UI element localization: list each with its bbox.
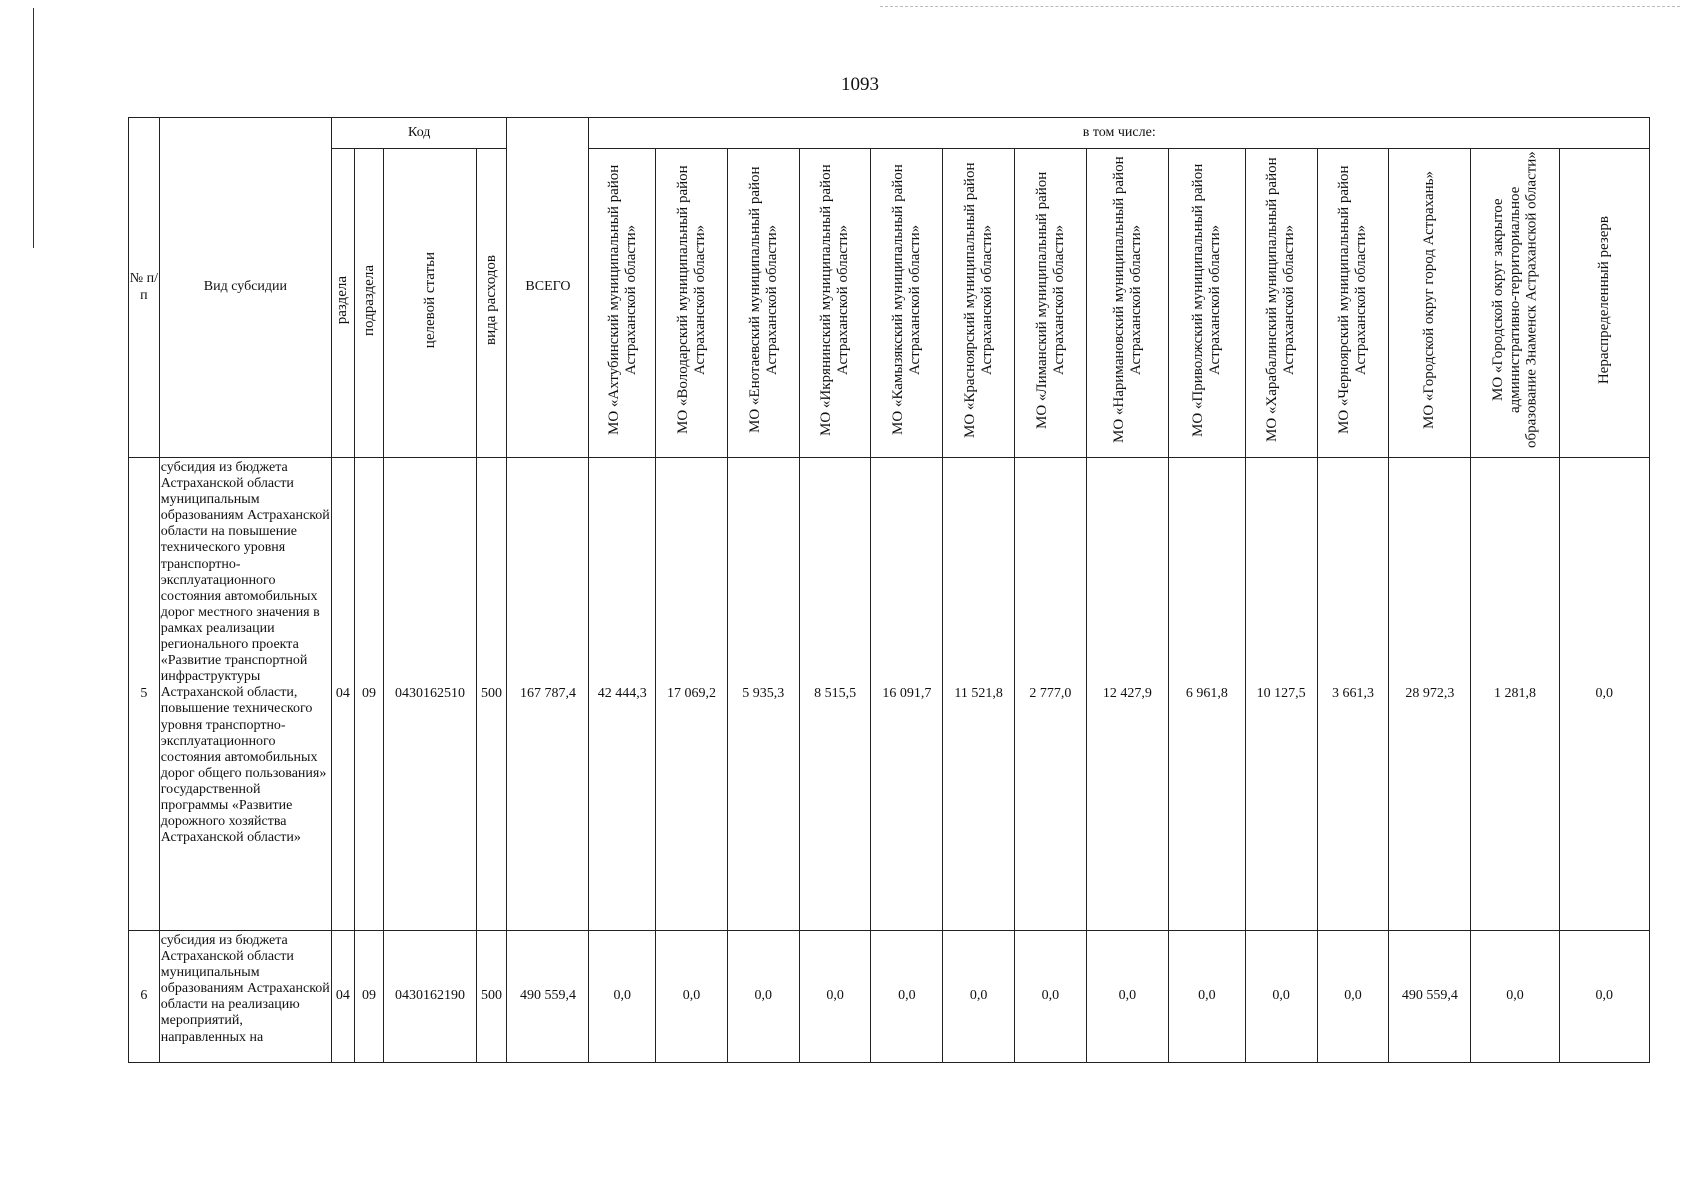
row-num: 5: [129, 458, 160, 931]
scan-artifact-line: [880, 6, 1680, 7]
row-value: 0,0: [1559, 458, 1649, 931]
row-value: 0,0: [727, 931, 799, 1063]
header-mo-ikryaninsky: МО «Икрянинский муниципальный район Астраханской области»: [799, 149, 871, 458]
header-total: ВСЕГО: [507, 118, 589, 458]
row-value: 3 661,3: [1317, 458, 1389, 931]
row-expense: 500: [476, 458, 507, 931]
row-subsection: 09: [354, 931, 384, 1063]
row-total: 490 559,4: [507, 931, 589, 1063]
row-value: 0,0: [1086, 931, 1168, 1063]
row-section: 04: [332, 458, 355, 931]
row-value: 0,0: [943, 931, 1015, 1063]
table-row: [129, 458, 1650, 931]
row-value: 5 935,3: [727, 458, 799, 931]
row-total: 167 787,4: [507, 458, 589, 931]
margin-line: [33, 8, 34, 248]
row-value: 0,0: [1559, 931, 1649, 1063]
row-value: 10 127,5: [1245, 458, 1317, 931]
row-target: 0430162190: [384, 931, 476, 1063]
row-subsection: 09: [354, 458, 384, 931]
row-section: 04: [332, 931, 355, 1063]
row-value: 17 069,2: [656, 458, 728, 931]
header-mo-kamyzyaksky: МО «Камызякский муниципальный район Астраханской области»: [871, 149, 943, 458]
header-mo-krasnoyarsky: МО «Красноярский муниципальный район Астраханской области»: [943, 149, 1015, 458]
header-mo-volodarsky: МО «Володарский муниципальный район Астраханской области»: [656, 149, 728, 458]
page-number: 1093: [841, 74, 879, 95]
row-value: 0,0: [1015, 931, 1087, 1063]
row-expense: 500: [476, 931, 507, 1063]
header-mo-chernoyarsky: МО «Черноярский муниципальный район Астраханской области»: [1317, 149, 1389, 458]
row-value: 1 281,8: [1471, 458, 1559, 931]
table-row: [129, 931, 1650, 1063]
row-description: субсидия из бюджета Астраханской области муниципальным образованиям Астраханской области на реализацию мероприятий, направленных на: [159, 931, 331, 1063]
row-value: 0,0: [1317, 931, 1389, 1063]
header-mo-privolzhsky: МО «Приволжский муниципальный район Астраханской области»: [1168, 149, 1245, 458]
header-mo-akhtubinsky: МО «Ахтубинский муниципальный район Астраханской области»: [589, 149, 656, 458]
row-value: 16 091,7: [871, 458, 943, 931]
header-mo-kharabalinsky: МО «Харабалинский муниципальный район Астраханской области»: [1245, 149, 1317, 458]
row-value: 12 427,9: [1086, 458, 1168, 931]
row-value: 6 961,8: [1168, 458, 1245, 931]
header-code-section: раздела: [332, 149, 355, 458]
row-value: 0,0: [1168, 931, 1245, 1063]
header-code-subsection: подраздела: [354, 149, 384, 458]
header-mo-narimanovsky: МО «Наримановский муниципальный район Астраханской области»: [1086, 149, 1168, 458]
row-value: 0,0: [799, 931, 871, 1063]
row-value: 0,0: [1471, 931, 1559, 1063]
header-code-expense: вида расходов: [476, 149, 507, 458]
row-value: 8 515,5: [799, 458, 871, 931]
row-value: 0,0: [589, 931, 656, 1063]
header-including: в том числе:: [589, 118, 1650, 149]
header-mo-limansky: МО «Лиманский муниципальный район Астраханской области»: [1015, 149, 1087, 458]
row-num: 6: [129, 931, 160, 1063]
row-value: 2 777,0: [1015, 458, 1087, 931]
header-num: № п/п: [129, 118, 160, 458]
row-value: 28 972,3: [1389, 458, 1471, 931]
header-code: Код: [332, 118, 507, 149]
row-description: субсидия из бюджета Астраханской области муниципальным образованиям Астраханской области на повышение технического уровня транспортно-эксплуатационного состояния автомобильных дорог местного значения в рамках реализации регионального проекта «Развитие транспортной инфраструктуры Астраханской области, повышение технического уровня транспортно-эксплуатационного состояния автомобильных дорог общего пользования» государственной программы «Развитие дорожного хозяйства Астраханской области»: [159, 458, 331, 931]
row-target: 0430162510: [384, 458, 476, 931]
row-value: 0,0: [1245, 931, 1317, 1063]
header-mo-astrakhan: МО «Городской округ город Астрахань»: [1389, 149, 1471, 458]
header-code-target: целевой статьи: [384, 149, 476, 458]
row-value: 490 559,4: [1389, 931, 1471, 1063]
header-subsidy-type: Вид субсидии: [159, 118, 331, 458]
subsidy-table: [128, 117, 1650, 1063]
header-unallocated-reserve: Нераспределенный резерв: [1559, 149, 1649, 458]
header-mo-znamensk: МО «Городской округ закрытое административно-территориальное образование Знаменск Астраханской области»: [1471, 149, 1559, 458]
header-mo-enotaevsky: МО «Енотаевский муниципальный район Астраханской области»: [727, 149, 799, 458]
row-value: 0,0: [871, 931, 943, 1063]
row-value: 0,0: [656, 931, 728, 1063]
row-value: 42 444,3: [589, 458, 656, 931]
row-value: 11 521,8: [943, 458, 1015, 931]
